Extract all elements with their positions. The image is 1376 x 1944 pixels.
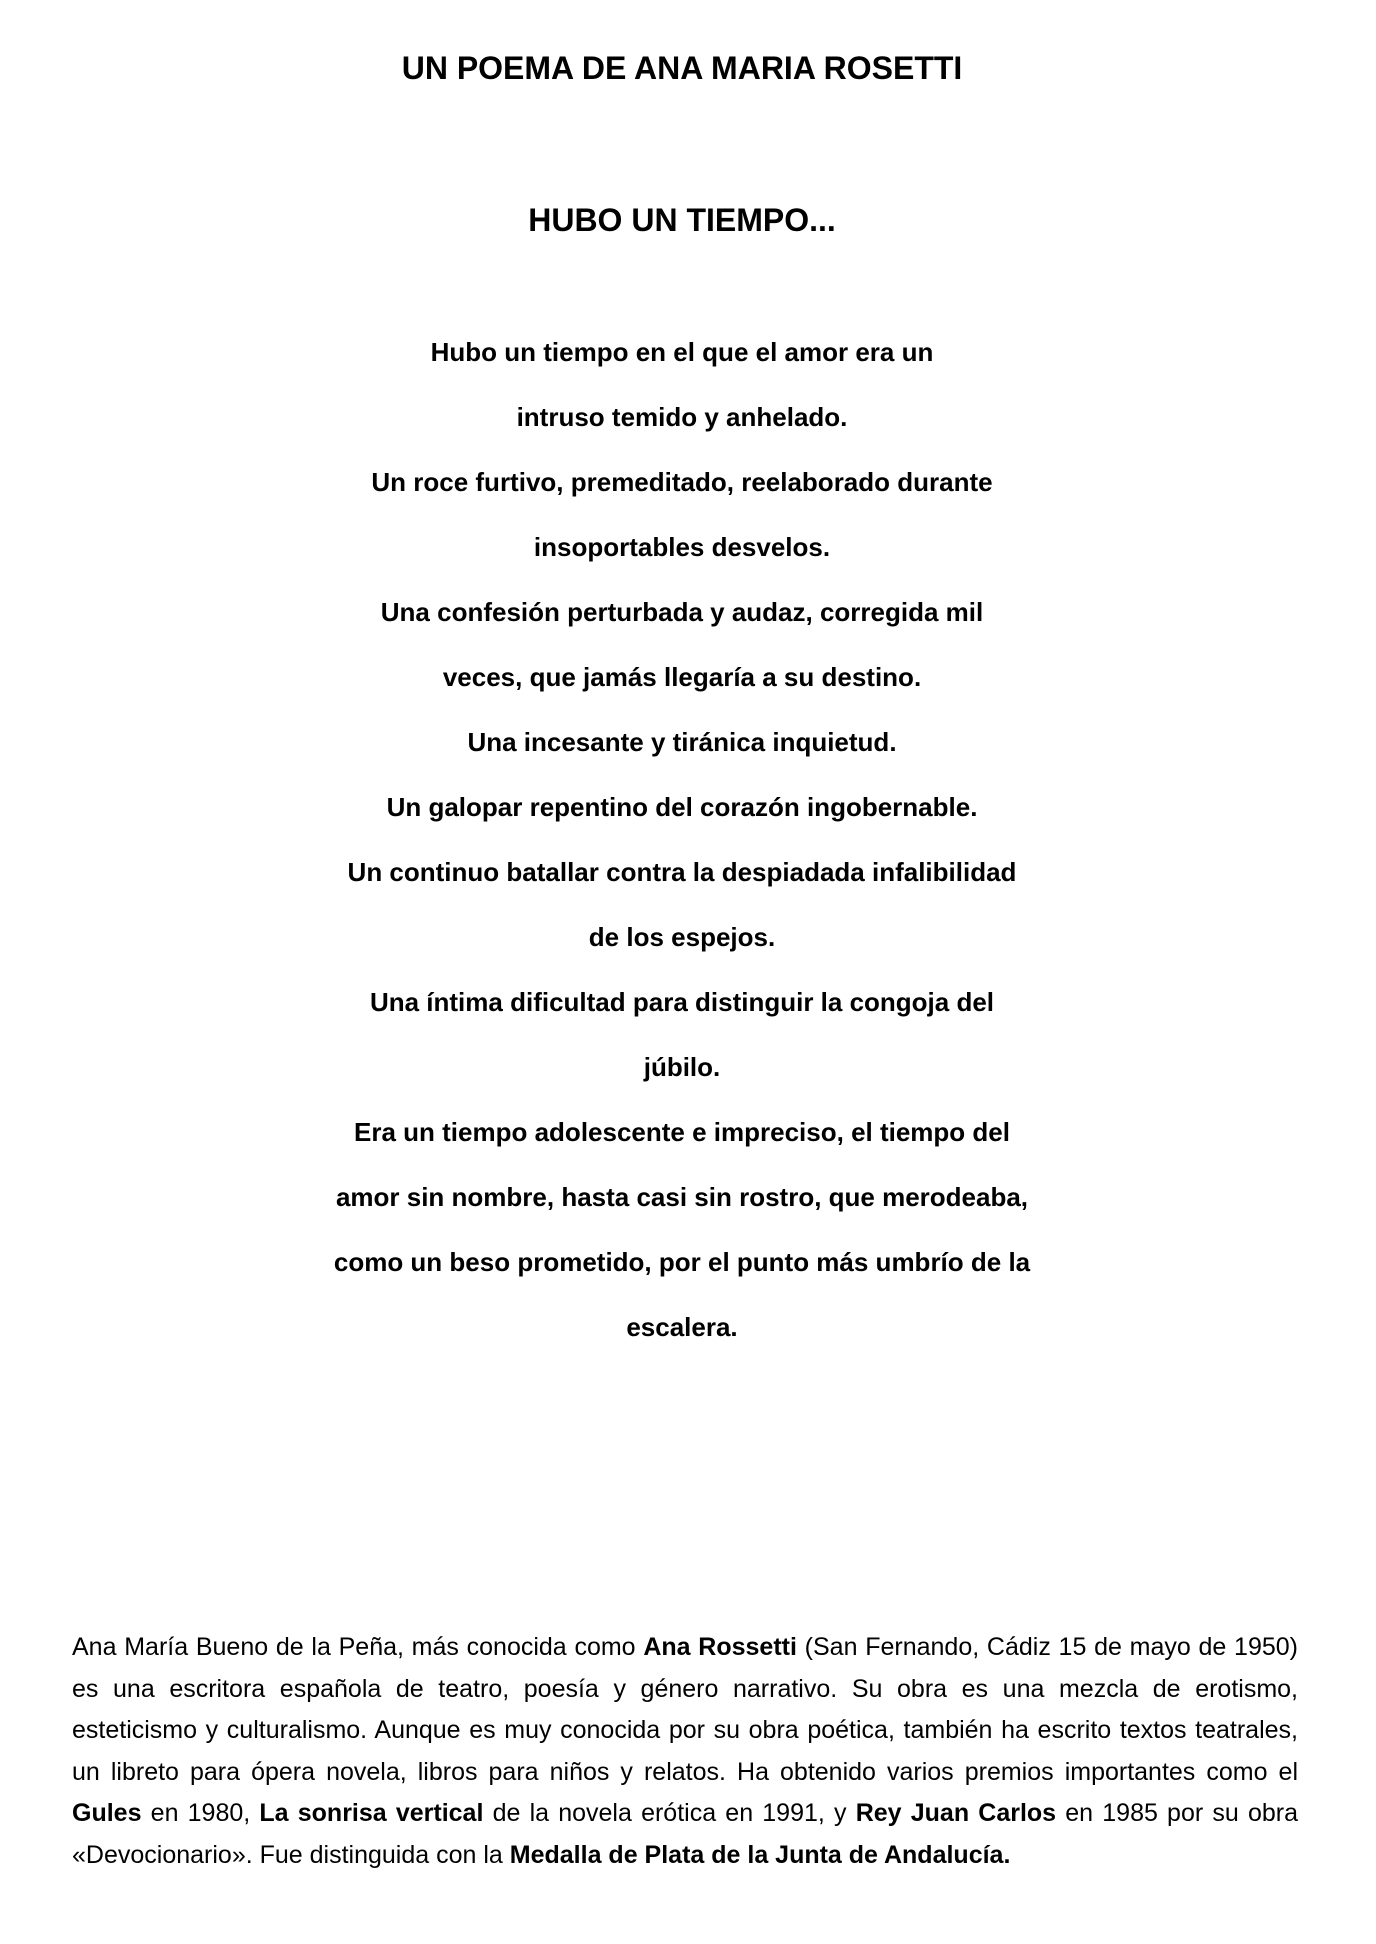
award-name: La sonrisa vertical [259,1799,484,1827]
poem-line: júbilo. [643,1052,721,1082]
bio-text: (San Fernando, Cádiz 15 de mayo de 1950) es una escritora española de teatro, poesía y género narrativo. Su obra es una mezcla de erotismo, esteticismo y culturalismo. Aunque es muy conocida por su obra poética, también ha escrito textos teatrales, un libreto para ópera novela, libros para niños y relatos. Ha obtenido varios premios importantes como el [72,1633,1298,1786]
poem-line: intruso temido y anhelado. [516,402,848,432]
award-name: Rey Juan Carlos [855,1799,1057,1827]
poem-title: HUBO UN TIEMPO... [528,202,836,238]
poem-line: Un roce furtivo, premeditado, reelaborado durante [371,467,993,497]
bio-text: Ana María Bueno de la Peña, más conocida como [72,1633,644,1661]
poem-line: Hubo un tiempo en el que el amor era un [430,337,934,367]
award-name: Medalla de Plata de la Junta de Andalucía. [509,1840,1011,1869]
award-name: Gules [72,1799,142,1827]
poem-line: escalera. [626,1312,738,1342]
document-title: UN POEMA DE ANA MARIA ROSETTI [401,50,963,86]
poem-line: insoportables desvelos. [533,532,831,562]
author-name: Ana Rossetti [643,1633,797,1661]
poem-line: Una confesión perturbada y audaz, corregida mil [380,597,984,627]
poem-body [0,332,1364,1372]
poem-line: de los espejos. [588,922,776,952]
poem-line: Era un tiempo adolescente e impreciso, el tiempo del [354,1117,1010,1147]
author-biography [72,1627,1298,1876]
poem-line: Una íntima dificultad para distinguir la congoja del [369,987,995,1017]
poem-line: como un beso prometido, por el punto más umbrío de la [333,1247,1031,1277]
poem-line: amor sin nombre, hasta casi sin rostro, que merodeaba, [335,1182,1029,1212]
bio-text: de la novela erótica en 1991, y [483,1799,856,1827]
bio-text: en 1985 por su obra «Devocionario». Fue distinguida con la [72,1799,1298,1869]
poem-line: Un galopar repentino del corazón ingobernable. [386,792,978,822]
bio-text: en 1980, [141,1799,260,1827]
poem-line: Un continuo batallar contra la despiadada infalibilidad [347,857,1017,887]
poem-line: Una incesante y tiránica inquietud. [467,727,897,757]
poem-line: veces, que jamás llegaría a su destino. [442,662,922,692]
